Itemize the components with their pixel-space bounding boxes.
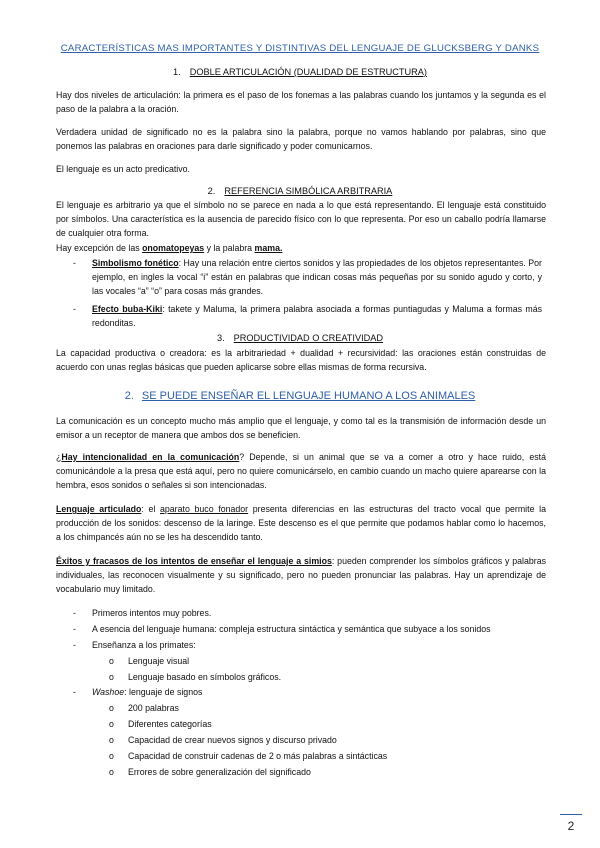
list-item: A esencia del lenguaje humana: compleja estructura sintáctica y semántica que subyace a los sonidos [92, 624, 491, 634]
footer-rule [560, 814, 582, 815]
bold-term: Lenguaje articulado [56, 504, 142, 514]
list-bullet: - [73, 624, 76, 634]
paragraph: El lenguaje es un acto predicativo. [56, 164, 190, 174]
sublist-bullet: o [109, 751, 114, 761]
list-bullet: - [73, 608, 76, 618]
heading-productividad [40, 332, 560, 344]
bold-term: Hay intencionalidad en la comunicación [61, 452, 240, 462]
sublist-item: Diferentes categorías [128, 719, 212, 729]
italic-term: Washoe [92, 687, 125, 697]
paragraph-exception: Hay excepción de las onomatopeyas y la palabra mama. [56, 243, 283, 253]
sublist-item: Capacidad de crear nuevos signos y discurso privado [128, 735, 337, 745]
list-bullet: - [73, 304, 76, 314]
paragraph: El lenguaje es arbitrario ya que el símbolo no se parece en nada a lo que está representando. El lenguaje está constituido por símbolos. Una característica es la ausencia de parecido físico con lo que representa. Por eso un caballo podría llamarse de cualquier otra forma. [56, 200, 546, 239]
list-item: Enseñanza a los primates: [92, 640, 196, 650]
list-item-washoe: Washoe: lenguaje de signos [92, 687, 203, 697]
heading-number: 2. [207, 186, 216, 196]
list-item: Primeros intentos muy pobres. [92, 608, 212, 618]
sublist-bullet: o [109, 656, 114, 666]
list-bullet: - [73, 687, 76, 697]
heading-number: 3. [216, 333, 225, 343]
heading-text: REFERENCIA SIMBÓLICA ARBITRARIA [224, 186, 393, 196]
paragraph: Hay dos niveles de articulación: la primera es el paso de los fonemas a las palabras cuando los juntamos y la segunda es el paso de la palabra a la oración. [56, 90, 546, 115]
heading-number: 2. [124, 390, 134, 402]
list-item: Efecto buba-Kiki: takete y Maluma, la primera palabra asociada a formas puntiagudas y Maluma a formas más redonditas. [92, 304, 543, 329]
paragraph: Éxitos y fracasos de los intentos de enseñar el lenguaje a simios: pueden comprender los símbolos gráficos y palabras individuales, las reconocen visualmente y su significado, pero no pueden pronunciar las palabras. Hay un aprendizaje de vocabulario muy limitado. [56, 556, 546, 595]
sublist-bullet: o [109, 719, 114, 729]
sublist-item: Capacidad de construir cadenas de 2 o más palabras a sintácticas [128, 751, 388, 761]
heading-doble-articulacion [40, 66, 560, 78]
sublist-item: Lenguaje basado en símbolos gráficos. [128, 672, 282, 682]
paragraph: Lenguaje articulado: el aparato buco fonador presenta diferencias en las estructuras del tracto vocal que permite la producción de los sonidos: descenso de la laringe. Este descenso es el que permite que podamos hablar como lo hacemos, a los chimpancés aún no se les ha descendido tanto. [56, 504, 547, 543]
page-number: 2 [567, 819, 575, 833]
list-item: Simbolismo fonético: Hay una relación entre ciertos sonidos y las propiedades de los objetos representantes. Por ejemplo, en ingles la vocal “i” están en palabras que indican cosas más pequeñas por su sonido agudo y corto, y las vocales “a” “o” para cosas más grandes. [92, 258, 542, 297]
bold-term: mama. [254, 243, 283, 253]
paragraph: La capacidad productiva o creadora: es la arbitrariedad + dualidad + recursividad: las oraciones están construidas de acuerdo con unas reglas básicas que pueden aplicarse sobre ellas mismas de forma recursiva. [56, 348, 546, 373]
list-bullet: - [73, 258, 76, 268]
sublist-bullet: o [109, 767, 114, 777]
heading-text: PRODUCTIVIDAD O CREATIVIDAD [233, 333, 384, 343]
heading-text: SE PUEDE ENSEÑAR EL LENGUAJE HUMANO A LOS ANIMALES [141, 390, 476, 402]
section-heading-animales [40, 389, 560, 403]
bold-term: onomatopeyas [142, 243, 205, 253]
sublist-bullet: o [109, 735, 114, 745]
paragraph: ¿Hay intencionalidad en la comunicación? Depende, si un animal que se va a comer a otro y hace ruido, está comunicándole a la presa que está aquí, pero no quiere comunicárselo, en cambio cuando un macho quiere aparearse con la hembra, esos sonidos o señales si son intencionadas. [56, 452, 546, 491]
list-bullet: - [73, 640, 76, 650]
heading-referencia-simbolica [40, 185, 560, 197]
sublist-item: 200 palabras [128, 703, 179, 713]
sublist-item: Errores de sobre generalización del significado [128, 767, 311, 777]
sublist-item: Lenguaje visual [128, 656, 190, 666]
paragraph: Verdadera unidad de significado no es la palabra sino la palabra, porque no vamos hablando por palabras, sino que ponemos las palabras en oraciones para darle significado y poder comunicarnos. [56, 127, 546, 152]
paragraph: La comunicación es un concepto mucho más amplio que el lenguaje, y como tal es la transmisión de información desde un emisor a un receptor de manera que ambos dos se beneficien. [56, 416, 546, 441]
bold-term: Simbolismo fonético [92, 258, 179, 268]
sublist-bullet: o [109, 703, 114, 713]
bold-term: Efecto buba-Kiki [92, 304, 163, 314]
sublist-bullet: o [109, 672, 114, 682]
heading-number: 1. [173, 67, 181, 77]
underlined-term: aparato buco fonador [160, 504, 249, 514]
heading-text: DOBLE ARTICULACIÓN (DUALIDAD DE ESTRUCTURA) [189, 67, 427, 77]
bold-term: Éxitos y fracasos de los intentos de enseñar el lenguaje a simios [56, 556, 332, 566]
document-title: CARACTERÍSTICAS MAS IMPORTANTES Y DISTINTIVAS DEL LENGUAJE DE GLUCKSBERG Y DANKS [60, 43, 540, 54]
